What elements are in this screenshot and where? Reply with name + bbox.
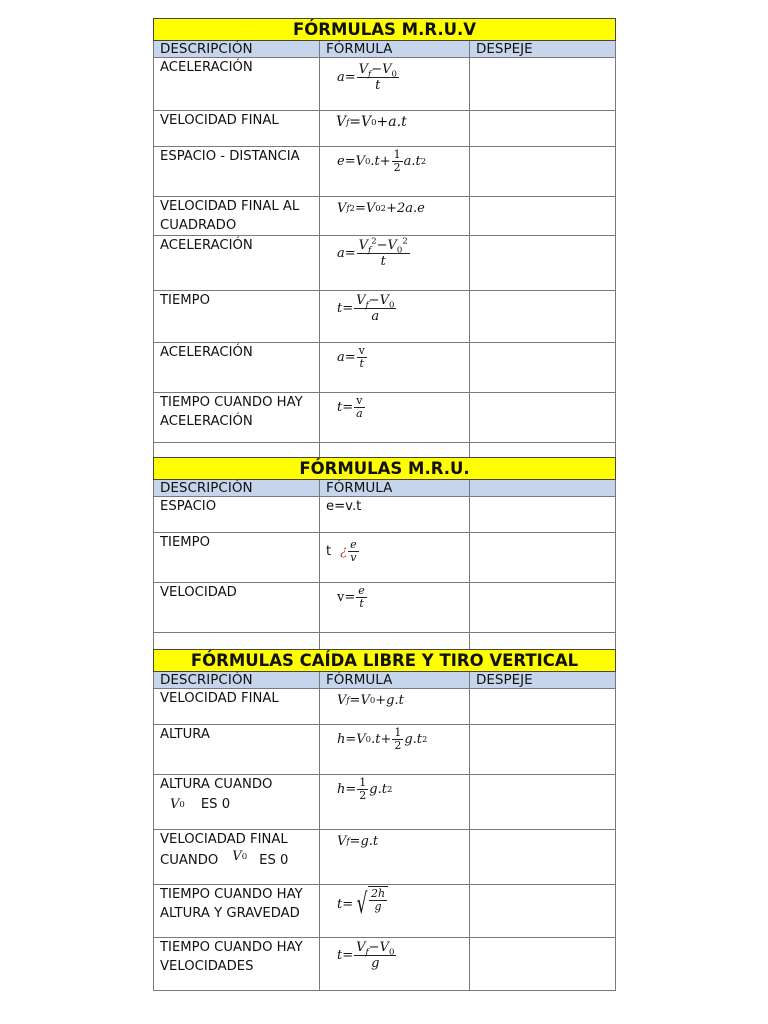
table-row [154,236,616,291]
row-formula: h=V 0 .t + $\frac{1}{2}$ g.t 2 [320,725,470,775]
row-despeje [470,689,616,725]
table-mruv [153,18,616,460]
v0-symbol: V 0 [232,849,248,864]
row-formula: V f =V 0 + a.t [320,111,470,147]
header-description: DESCRIPCIÓN [154,41,320,58]
table-row [154,583,616,633]
row-formula: t ¿ $\frac{e}{v}$ [320,533,470,583]
row-despeje [470,938,616,991]
row-despeje [470,393,616,443]
table-title: FÓRMULAS M.R.U.V [154,19,616,41]
row-formula: t= $\frac{v}{a}$ [320,393,470,443]
row-despeje [470,343,616,393]
header-despeje: DESPEJE [470,672,616,689]
table-row [154,938,616,991]
table-title: FÓRMULAS M.R.U. [154,458,616,480]
row-despeje [470,111,616,147]
v0-symbol: V 0 [170,797,185,812]
row-formula: v = $\frac{e}{t}$ [320,583,470,633]
row-description-line2: ES 0 [200,797,231,812]
row-formula: t= $\frac{V_f-V_0}{a}$ [320,291,470,343]
row-description [154,830,320,885]
row-description: TIEMPO CUANDO HAY VELOCIDADES [154,938,320,991]
row-description: TIEMPO CUANDO HAY ALTURA Y GRAVEDAD [154,885,320,938]
row-formula: V f =g.t [320,830,470,885]
table-row [154,343,616,393]
table-row [154,291,616,343]
row-despeje [470,533,616,583]
table-title: FÓRMULAS CAÍDA LIBRE Y TIRO VERTICAL [154,650,616,672]
row-formula: V f =V 0 + g.t [320,689,470,725]
row-despeje [470,497,616,533]
row-formula: a= $\frac{V_f^2-V_0^2}{t}$ [320,236,470,291]
row-despeje [470,583,616,633]
row-despeje [470,291,616,343]
table-row [154,830,616,885]
row-description [154,775,320,830]
row-formula: h= $\frac{1}{2}$ g.t 2 [320,775,470,830]
row-description-line1: VELOCIADAD FINAL [160,832,288,847]
header-formula: FÓRMULA [320,672,470,689]
row-description: ACELERACIÓN [154,236,320,291]
row-despeje [470,830,616,885]
row-formula: e=v.t [320,497,470,533]
row-formula: a= $\frac{v}{t}$ [320,343,470,393]
table-row [154,725,616,775]
header-description: DESCRIPCIÓN [154,672,320,689]
table-row [154,533,616,583]
row-description: ACELERACIÓN [154,343,320,393]
table-row [154,197,616,236]
empty-row [154,633,616,650]
row-description-line1: ALTURA CUANDO [160,777,273,792]
row-formula: e=V 0 .t + $\frac{1}{2}$ a.t 2 [320,147,470,197]
header-formula: FÓRMULA [320,480,470,497]
table-row [154,393,616,443]
row-description: VELOCIDAD FINAL AL CUADRADO [154,197,320,236]
header-description: DESCRIPCIÓN [154,480,320,497]
table-mru [153,457,616,650]
row-description: ALTURA [154,725,320,775]
row-description: TIEMPO [154,533,320,583]
header-formula: FÓRMULA [320,41,470,58]
row-description: VELOCIDAD FINAL [154,111,320,147]
row-despeje [470,58,616,111]
table-row [154,58,616,111]
row-formula: t= √ $\frac{2h}{g}$ [320,885,470,938]
table-row [154,497,616,533]
table-row [154,775,616,830]
table-row [154,885,616,938]
row-description: VELOCIDAD FINAL [154,689,320,725]
row-despeje [470,775,616,830]
table-row [154,689,616,725]
row-description: TIEMPO [154,291,320,343]
header-despeje [470,480,616,497]
row-description: ESPACIO [154,497,320,533]
header-despeje: DESPEJE [470,41,616,58]
row-description: TIEMPO CUANDO HAY ACELERACIÓN [154,393,320,443]
row-description-line2a: CUANDO [160,853,219,868]
row-formula: a= $\frac{V_f-V_0}{t}$ [320,58,470,111]
table-row [154,111,616,147]
row-despeje [470,725,616,775]
row-despeje [470,885,616,938]
row-description-line2b: ES 0 [259,853,289,868]
row-despeje [470,236,616,291]
row-description: ESPACIO - DISTANCIA [154,147,320,197]
row-despeje [470,197,616,236]
table-row [154,147,616,197]
row-description: ACELERACIÓN [154,58,320,111]
row-despeje [470,147,616,197]
row-formula: t= $\frac{V_f-V_0}{g}$ [320,938,470,991]
row-description: VELOCIDAD [154,583,320,633]
table-caida-libre [153,649,616,991]
row-formula: V f 2 =V 0 2 + 2a.e [320,197,470,236]
